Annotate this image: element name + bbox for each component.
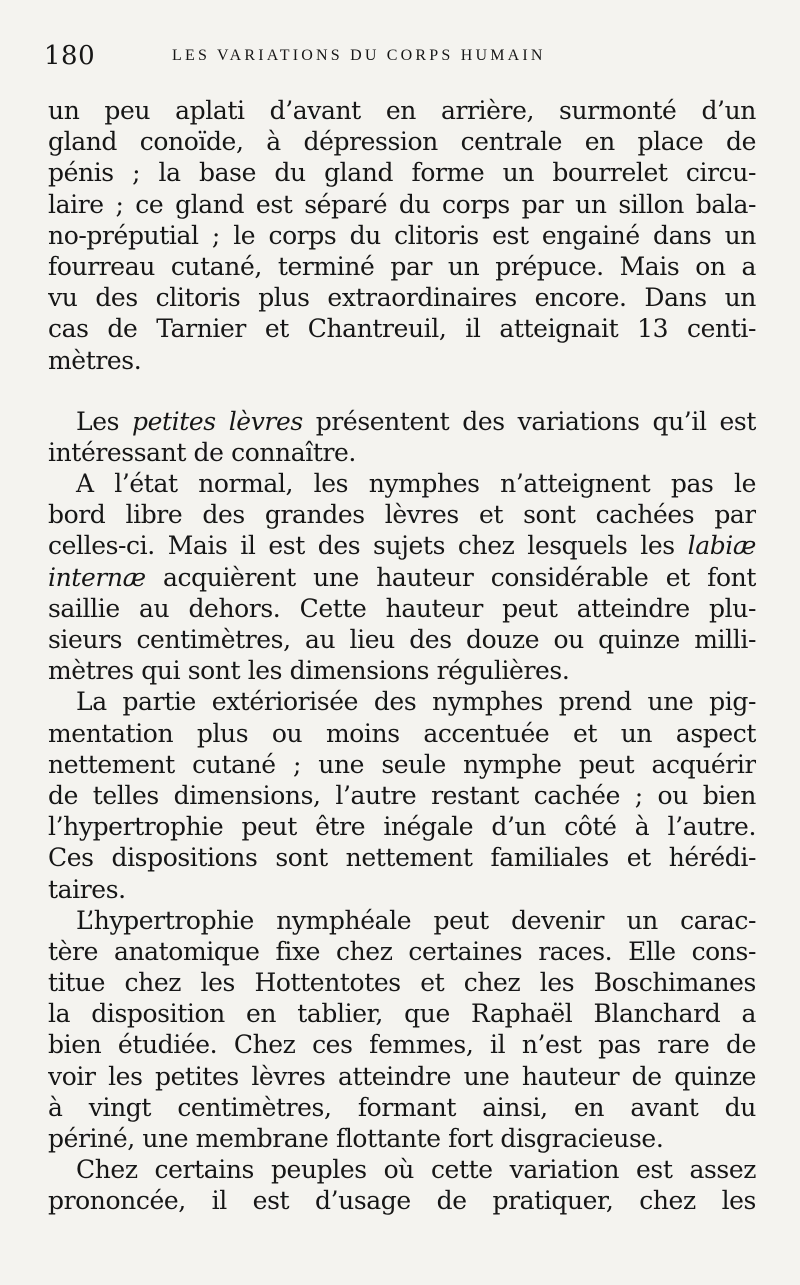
text-line: A l’état normal, les nymphes n’atteignent pas le [76, 469, 756, 499]
paragraph-1 [48, 95, 756, 376]
text-line: bord libre des grandes lèvres et sont cachées par [48, 500, 756, 530]
page-number: 180 [44, 41, 96, 71]
text-run: acquièrent une hauteur considérable et font [145, 562, 756, 592]
text-line: prononcée, il est d’usage de pratiquer, chez les [48, 1186, 756, 1216]
text-run: celles-ci. Mais il est des sujets chez lesquels les [48, 531, 688, 561]
paragraph-2 [48, 406, 756, 468]
text-line: intéressant de connaître. [48, 437, 356, 467]
text-line: périné, une membrane flottante fort disgracieuse. [48, 1124, 664, 1153]
italic-term-internae: internæ [48, 562, 146, 592]
text-line [48, 406, 756, 437]
text-line: l’hypertrophie peut être inégale d’un côté à l’autre. [48, 812, 756, 842]
text-line: nettement cutané ; une seule nymphe peut acquérir [48, 749, 756, 779]
italic-term-labiae: labiæ [687, 531, 756, 561]
text-line: pénis ; la base du gland forme un bourrelet circu- [48, 158, 756, 188]
text-line: un peu aplati d’avant en arrière, surmonté d’un [48, 96, 756, 125]
text-line: sieurs centimètres, au lieu des douze ou quinze milli- [48, 625, 756, 654]
text-line: vu des clitoris plus extraordinaires encore. Dans un [48, 283, 756, 313]
text-run: Les [76, 406, 133, 436]
text-line: L’hypertrophie nymphéale peut devenir un carac- [76, 905, 756, 935]
text-line: mètres qui sont les dimensions régulières. [48, 656, 570, 686]
text-line [48, 562, 756, 593]
text-line: La partie extériorisée des nymphes prend une pig- [76, 687, 756, 717]
text-line: saillie au dehors. Cette hauteur peut atteindre plu- [48, 593, 756, 623]
text-line: no-préputial ; le corps du clitoris est engainé dans un [48, 220, 756, 250]
text-line: fourreau cutané, terminé par un prépuce. Mais on a [48, 251, 756, 281]
paragraph-3 [48, 468, 756, 686]
paragraph-4 [48, 686, 756, 904]
text-line: à vingt centimètres, formant ainsi, en avant du [48, 1092, 756, 1122]
text-line: bien étudiée. Chez ces femmes, il n’est pas rare de [48, 1030, 756, 1060]
text-line: mentation plus ou moins accentuée et un aspect [48, 718, 756, 748]
paragraph-6 [48, 1154, 756, 1216]
text-line: la disposition en tablier, que Raphaël Blanchard a [48, 999, 756, 1029]
text-run: présentent des variations qu’il est [302, 406, 756, 436]
text-line: taires. [48, 874, 126, 904]
running-head [44, 38, 754, 74]
text-line: titue chez les Hottentotes et chez les Boschimanes [48, 968, 756, 998]
paragraph-5 [48, 905, 756, 1155]
text-line [48, 530, 756, 561]
text-line: Chez certains peuples où cette variation est assez [76, 1155, 756, 1185]
text-line: voir les petites lèvres atteindre une hauteur de quinze [48, 1061, 756, 1091]
text-line: Ces dispositions sont nettement familiales et hérédi- [48, 843, 756, 873]
text-line: mètres. [48, 345, 142, 375]
text-line: gland conoïde, à dépression centrale en place de [48, 127, 756, 157]
running-title: LES VARIATIONS DU CORPS HUMAIN [172, 47, 546, 64]
body-text [48, 95, 756, 1217]
text-line: laire ; ce gland est séparé du corps par un sillon bala- [48, 189, 756, 219]
text-line: cas de Tarnier et Chantreuil, il atteignait 13 centi- [48, 314, 756, 344]
section-gap [48, 376, 756, 406]
text-line: tère anatomique fixe chez certaines races. Elle cons- [48, 936, 756, 966]
italic-term-petites-levres: petites lèvres [132, 406, 303, 436]
text-line: de telles dimensions, l’autre restant cachée ; ou bien [48, 780, 756, 810]
